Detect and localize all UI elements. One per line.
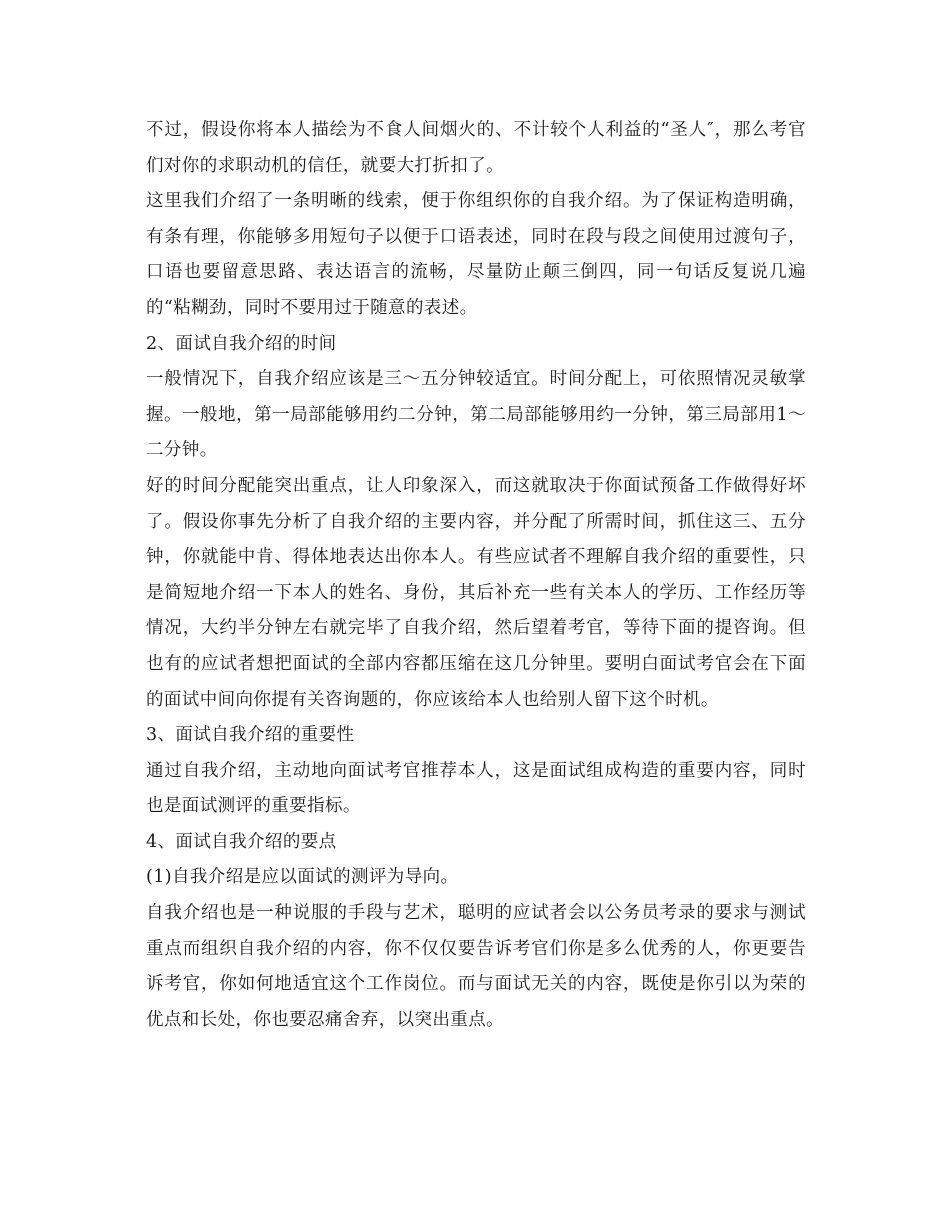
heading-intro-importance: 3、面试自我介绍的重要性	[146, 725, 355, 746]
document-body	[146, 113, 806, 1038]
paragraph-clear-structure: 这里我们介绍了一条明晰的线索，便于你组织你的自我介绍。为了保证构造明确，有条有理，你能够多用短句子以便于口语表述，同时在段与段之间使用过渡句子，口语也要留意思路、表达语言的流畅，尽量防止颠三倒四，同一句话反复说几遍的“粘糊劲，同时不要用过于随意的表述。	[146, 191, 806, 318]
heading-intro-time: 2、面试自我介绍的时间	[146, 333, 337, 354]
paragraph-time-allocation: 一般情况下，自我介绍应该是三～五分钟较适宜。时间分配上，可依照情况灵敏掌握。一般地，第一局部能够用约二分钟，第二局部能够用约一分钟，第三局部用1～二分钟。	[146, 369, 806, 461]
heading-intro-key-points: 4、面试自我介绍的要点	[146, 831, 337, 852]
paragraph-persuasion: 自我介绍也是一种说服的手段与艺术，聪明的应试者会以公务员考录的要求与测试重点而组织自我介绍的内容，你不仅仅要告诉考官们你是多么优秀的人，你更要告诉考官，你如何地适宜这个工作岗位。而与面试无关的内容，既使是你引以为荣的优点和长处，你也要忍痛舍弃，以突出重点。	[146, 903, 806, 1030]
paragraph-importance: 通过自我介绍，主动地向面试考官推荐本人，这是面试组成构造的重要内容，同时也是面试测评的重要指标。	[146, 760, 806, 817]
subheading-evaluation-oriented: (1)自我介绍是应以面试的测评为导向。	[146, 867, 459, 888]
paragraph-good-timing: 好的时间分配能突出重点，让人印象深入，而这就取决于你面试预备工作做得好坏了。假设你事先分析了自我介绍的主要内容，并分配了所需时间，抓住这三、五分钟，你就能中肯、得体地表达出你本人。有些应试者不理解自我介绍的重要性，只是简短地介绍一下本人的姓名、身份，其后补充一些有关本人的学历、工作经历等情况，大约半分钟左右就完毕了自我介绍，然后望着考官，等待下面的提咨询。但也有的应试者想把面试的全部内容都压缩在这几分钟里。要明白面试考官会在下面的面试中间向你提有关咨询题的，你应该给本人也给别人留下这个时机。	[146, 475, 806, 710]
paragraph-saint-caution: 不过，假设你将本人描绘为不食人间烟火的、不计较个人利益的“圣人″，那么考官们对你的求职动机的信任，就要大打折扣了。	[146, 120, 806, 176]
